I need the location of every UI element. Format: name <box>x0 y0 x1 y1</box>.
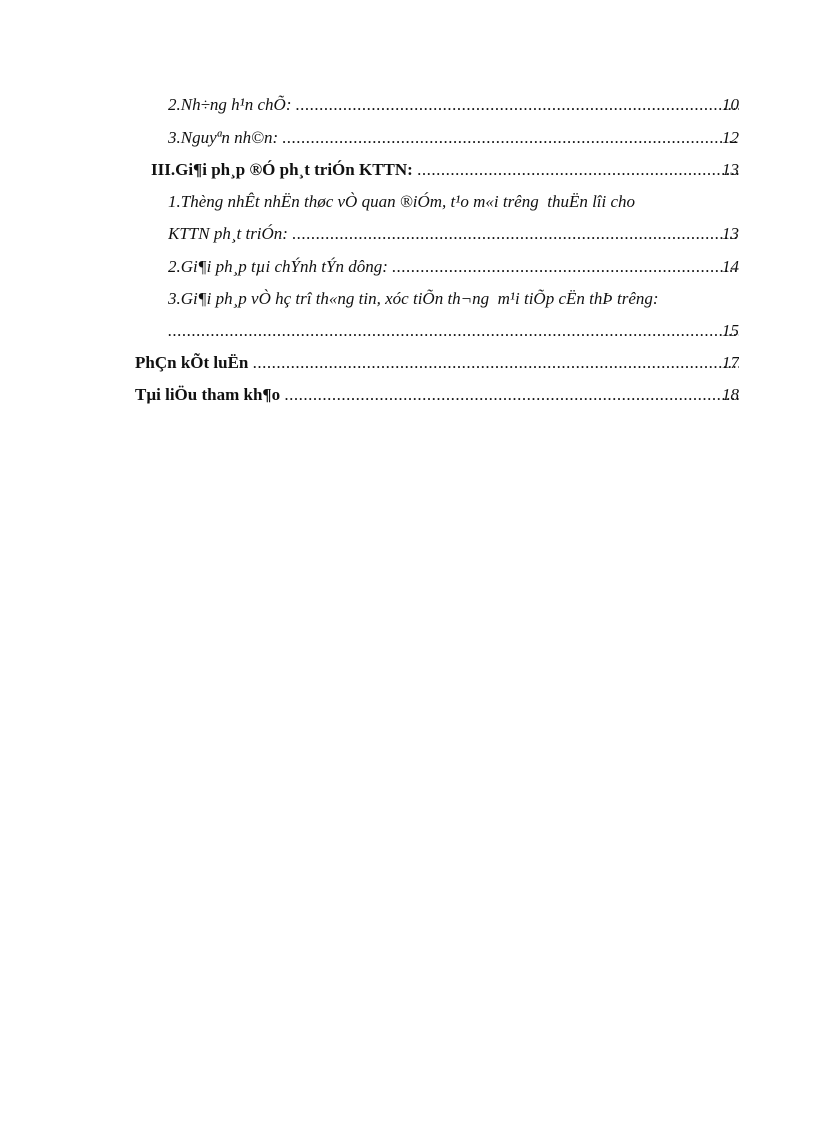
toc-entry-label: 2.Nh÷ng h¹n chÕ: <box>168 95 292 114</box>
toc-entry-label: III.Gi¶i ph¸p ®Ó ph¸t triÓn KTTN: <box>151 160 413 179</box>
toc-entry-conclusion[interactable] <box>135 351 739 375</box>
toc-leader-dots <box>253 353 739 372</box>
toc-page-number: 13 <box>722 224 739 243</box>
toc-entry-label: 2.Gi¶i ph¸p tµi chÝnh tÝn dông: <box>168 257 388 276</box>
toc-entry-causes[interactable] <box>168 126 739 150</box>
toc-page-number: 12 <box>722 128 739 147</box>
toc-entry-finance-credit[interactable] <box>168 255 739 279</box>
toc-entry-references[interactable] <box>135 383 739 407</box>
toc-page-number: 17 <box>722 353 739 372</box>
toc-page-number: 18 <box>722 385 739 404</box>
toc-leader-dots <box>417 160 739 179</box>
toc-entry-label: Tµi liÖu tham kh¶o <box>135 385 281 404</box>
toc-entry-label-line1: 1.Thèng nhÊt nhËn thøc vÒ quan ®iÓm, t¹o m«i trêng thuËn lîi cho <box>168 192 636 211</box>
toc-entry-label: 3.Nguyªn nh©n: <box>168 128 279 147</box>
toc-page-number: 14 <box>722 257 739 276</box>
toc-leader-dots <box>168 321 739 340</box>
toc-entry-unified-awareness[interactable] <box>168 222 739 246</box>
toc-entry-information-support[interactable] <box>168 319 739 343</box>
toc-leader-dots <box>292 224 739 243</box>
toc-entry-label-line1: 3.Gi¶i ph¸p vÒ hç trî th«ng tin, xóc tiÕn th¬ng m¹i tiÕp cËn thÞ trêng: <box>168 289 659 308</box>
toc-leader-dots <box>284 385 739 404</box>
toc-page-number: 10 <box>722 95 739 114</box>
toc-leader-dots <box>392 257 739 276</box>
toc-entry-limitations[interactable] <box>168 93 739 117</box>
toc-leader-dots <box>282 128 739 147</box>
toc-leader-dots <box>296 95 739 114</box>
toc-entry-label: KTTN ph¸t triÓn: <box>168 224 288 243</box>
toc-page-number: 13 <box>722 160 739 179</box>
toc-page-number: 15 <box>722 321 739 340</box>
toc-entry-label: PhÇn kÕt luËn <box>135 353 249 372</box>
toc-entry-solutions-section[interactable] <box>151 158 739 182</box>
